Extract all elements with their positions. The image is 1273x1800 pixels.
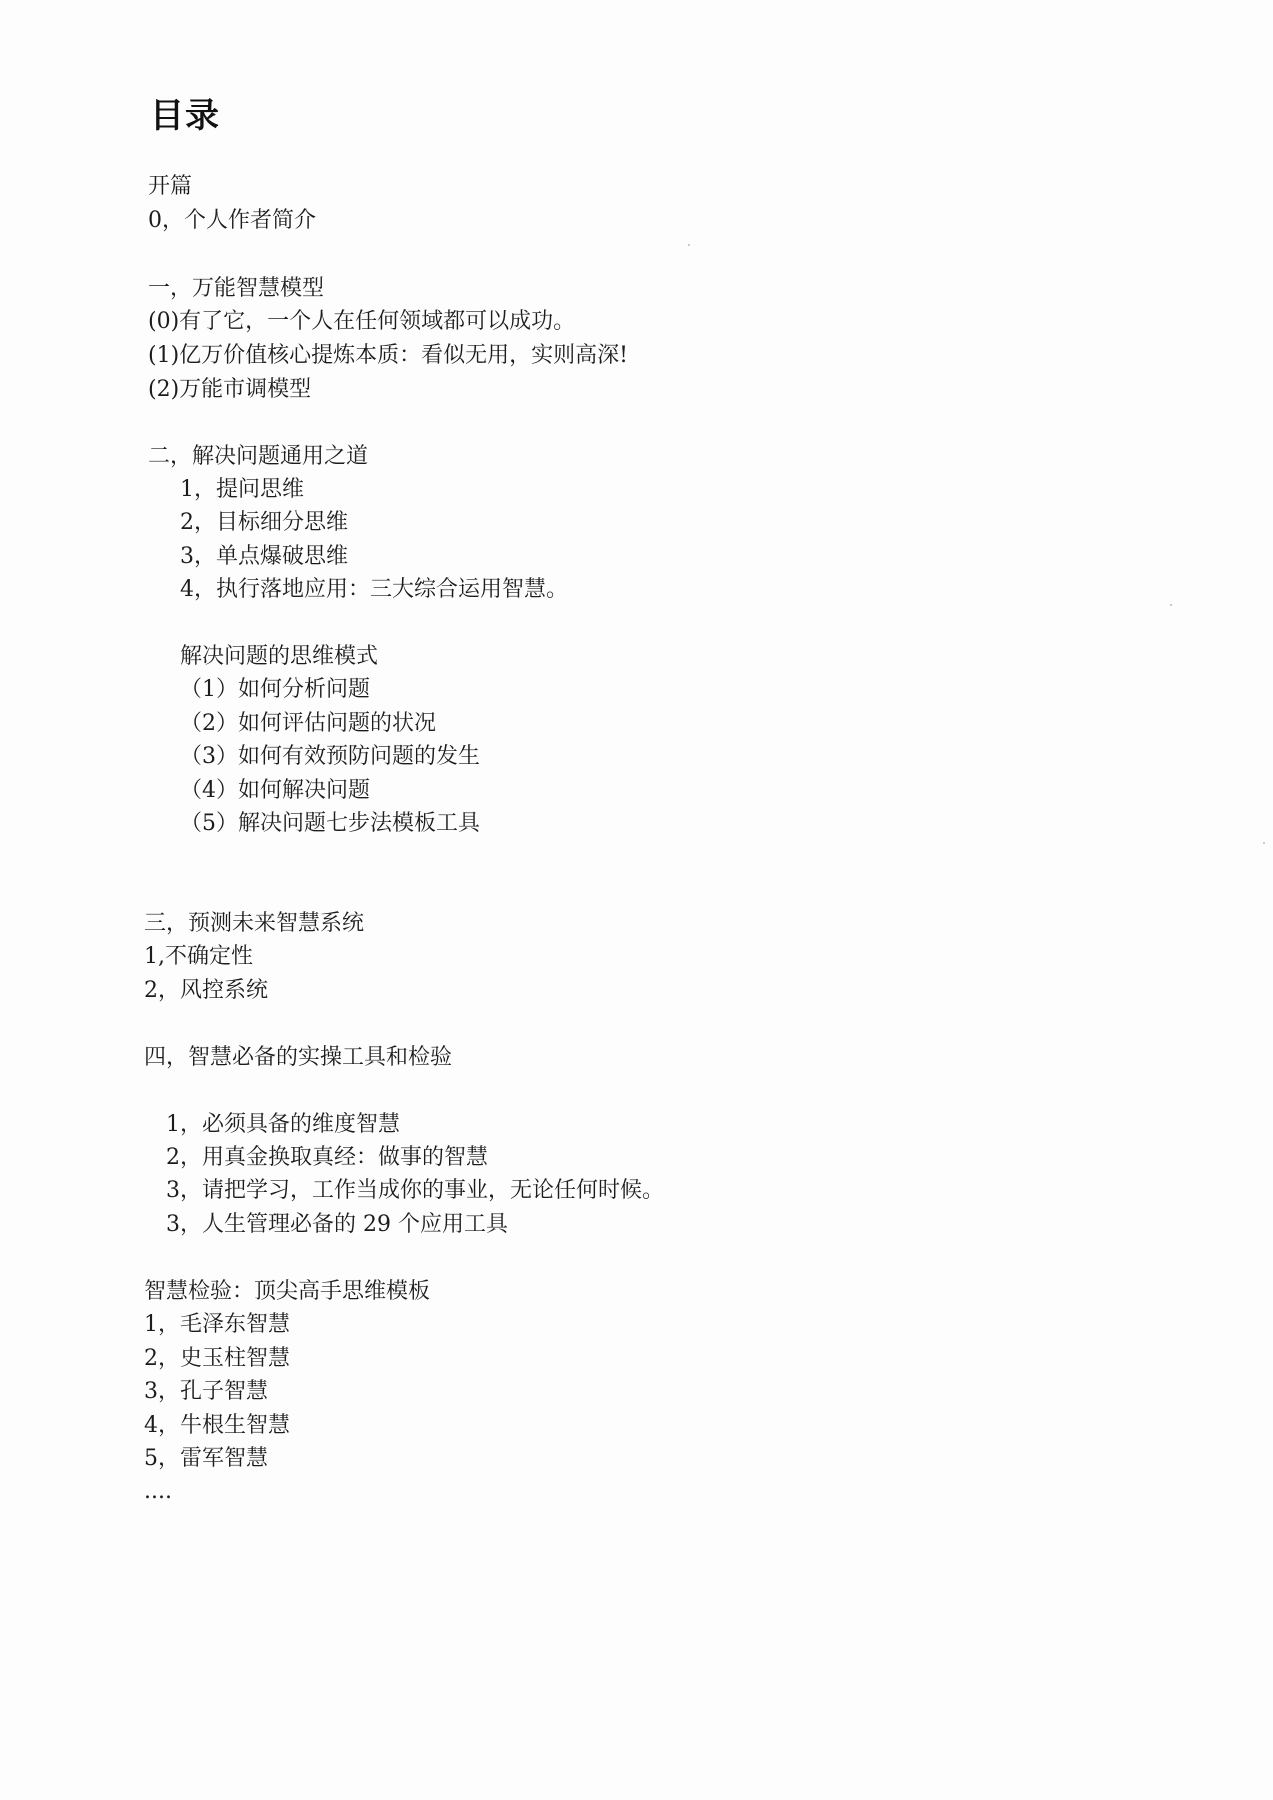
toc-entry: (1)亿万价值核心提炼本质：看似无用，实则高深! <box>148 343 629 368</box>
toc-entry: （2）如何评估问题的状况 <box>180 711 436 736</box>
toc-entry: 2，目标细分思维 <box>180 510 348 535</box>
toc-entry: 4，牛根生智慧 <box>144 1413 290 1438</box>
toc-entry: 3，单点爆破思维 <box>180 544 348 569</box>
toc-section: 一，万能智慧模型 <box>148 276 325 301</box>
toc-entry: 1,不确定性 <box>144 944 253 969</box>
toc-entry: 4，执行落地应用：三大综合运用智慧。 <box>180 577 568 602</box>
toc-entry: 3，请把学习，工作当成你的事业，无论任何时候。 <box>166 1178 664 1203</box>
toc-entry: 开篇 <box>148 174 193 199</box>
toc-ellipsis: .... <box>144 1479 172 1504</box>
toc-entry: (2)万能市调模型 <box>148 377 312 402</box>
scan-speck <box>1170 604 1172 606</box>
toc-entry: 2，风控系统 <box>144 978 268 1003</box>
toc-section: 二，解决问题通用之道 <box>148 444 369 469</box>
toc-entry: （4）如何解决问题 <box>180 778 370 803</box>
toc-entry: （1）如何分析问题 <box>180 677 370 702</box>
toc-entry: 3，孔子智慧 <box>144 1379 268 1404</box>
toc-entry: 2，史玉柱智慧 <box>144 1346 290 1371</box>
toc-entry: 0，个人作者简介 <box>148 208 316 233</box>
toc-entry: 1，提问思维 <box>180 477 304 502</box>
toc-entry: （5）解决问题七步法模板工具 <box>180 811 480 836</box>
toc-section: 三，预测未来智慧系统 <box>144 911 365 936</box>
page-title: 目录 <box>150 96 220 136</box>
toc-entry: 5，雷军智慧 <box>144 1446 268 1471</box>
toc-entry: (0)有了它，一个人在任何领域都可以成功。 <box>148 309 576 334</box>
toc-subsection: 智慧检验：顶尖高手思维模板 <box>144 1279 431 1304</box>
toc-entry: 1，必须具备的维度智慧 <box>166 1112 400 1137</box>
toc-entry: 2，用真金换取真经：做事的智慧 <box>166 1145 488 1170</box>
toc-subsection: 解决问题的思维模式 <box>180 644 379 669</box>
scan-speck <box>688 244 690 246</box>
toc-section: 四，智慧必备的实操工具和检验 <box>144 1045 453 1070</box>
toc-entry: 1，毛泽东智慧 <box>144 1312 290 1337</box>
toc-entry: 3，人生管理必备的 29 个应用工具 <box>166 1212 508 1237</box>
scan-speck <box>1263 842 1265 844</box>
toc-entry: （3）如何有效预防问题的发生 <box>180 744 480 769</box>
